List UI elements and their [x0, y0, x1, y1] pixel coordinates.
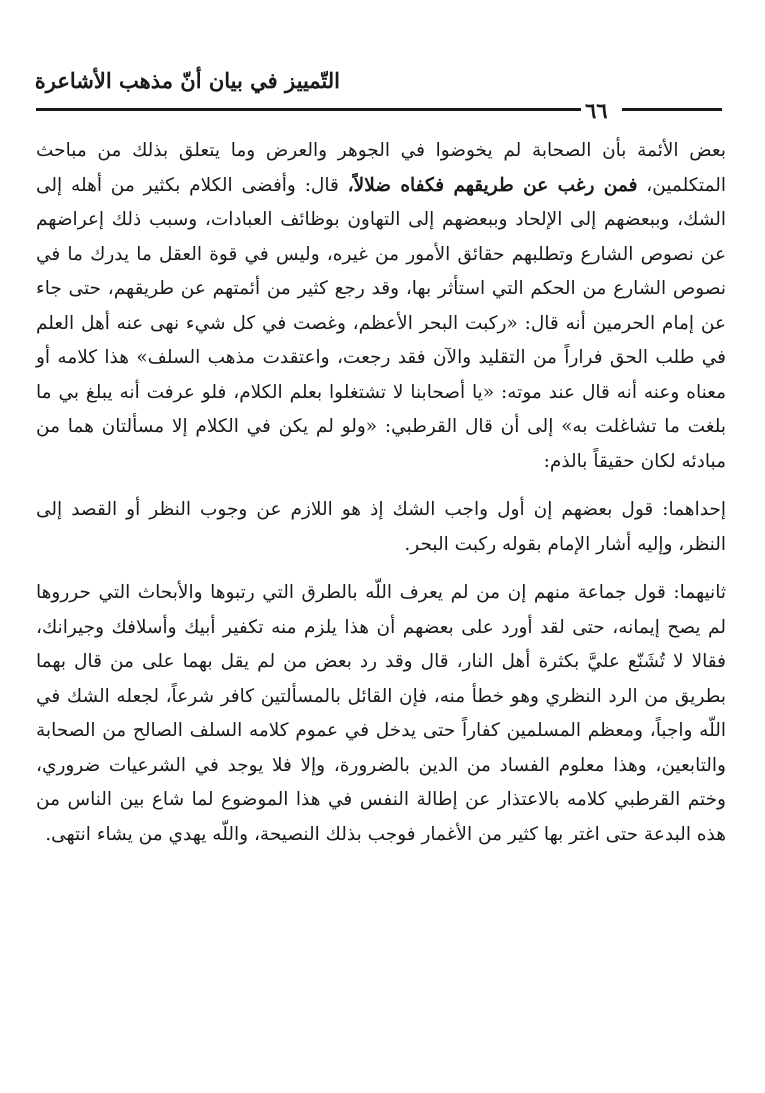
paragraph-1-bold-phrase: فمن رغب عن طريقهم فكفاه ضلالاً، — [347, 174, 638, 196]
paragraph-2 — [36, 493, 726, 562]
body-text — [36, 134, 726, 852]
paragraph-2-segment: إحداهما: قول بعضهم إن أول واجب الشك إذ هو اللازم عن وجوب النظر أو القصد إلى النظر، وإليه أشار الإمام بقوله ركبت البحر. — [36, 499, 726, 555]
page-number: ٦٦ — [585, 98, 608, 123]
paragraph-3 — [36, 576, 726, 852]
paragraph-1 — [36, 134, 726, 479]
header-rule — [36, 108, 581, 111]
paragraph-1-segment: بعض الأئمة بأن الصحابة لم يخوضوا في الجوهر والعرض وما يتعلق بذلك من مباحث المتكلمين، — [36, 140, 726, 196]
paragraph-3-segment: ثانيهما: قول جماعة منهم إن من لم يعرف اللّه بالطرق التي رتبوها والأبحاث التي حرروها لم يصح إيمانه، حتى لقد أورد على بعضهم أن هذا يلزم منه تكفير أبيك وأسلافك وجيرانك، فقالا لا تُشَنّع عليَّ بكثرة أهل النار، قال وقد رد بعض من لم يقل بهما على من قال بهما بطريق من الرد النظري وهو خطأ منه، فإن القائل بالمسألتين كافر شرعاً، لجعله الشك في اللّه واجباً، ومعظم المسلمين كفاراً حتى يدخل في عموم كلامه السلف الصالح من الصحابة والتابعين، وهذا معلوم الفساد من الدين بالضرورة، وإلا فلا يوجد في الشرعيات ضروري، وختم القرطبي كلامه بالاعتذار عن إطالة النفس في هذا الموضوع لما شاع بين الناس من هذه البدعة حتى اغتر بها كثير من الأغمار فوجب بذلك النصيحة، واللّه يهدي من يشاء انتهى. — [36, 582, 726, 845]
running-title: التّمييز في بيان أنّ مذهب الأشاعرة — [34, 68, 340, 93]
paragraph-1-segment: قال: وأفضى الكلام بكثير من أهله إلى الشك، وببعضهم إلى الإلحاد وببعضهم إلى التهاون بوظائف العبادات، وسبب ذلك إعراضهم عن نصوص الشارع وتطلبهم حقائق الأمور من غيره، وليس في قوة العقل ما يدرك ما في نصوص الشارع من الحكم التي استأثر بها، وقد رجع كثير من أئمتهم عن طريقهم، حتى جاء عن إمام الحرمين أنه قال: «ركبت البحر الأعظم، وغصت في كل شيء نهى عنه أهل العلم في طلب الحق فراراً من التقليد والآن فقد رجعت، واعتقدت مذهب السلف» هذا كلامه أو معناه وعنه أنه قال عند موته: «يا أصحابنا لا تشتغلوا بعلم الكلام، فلو عرفت أنه يبلغ بي ما بلغت ما تشاغلت به» إلى أن قال القرطبي: «ولو لم يكن في الكلام إلا مسألتان هما من مبادئه لكان حقيقاً بالذم: — [36, 174, 726, 472]
header-rule-right — [622, 108, 722, 111]
